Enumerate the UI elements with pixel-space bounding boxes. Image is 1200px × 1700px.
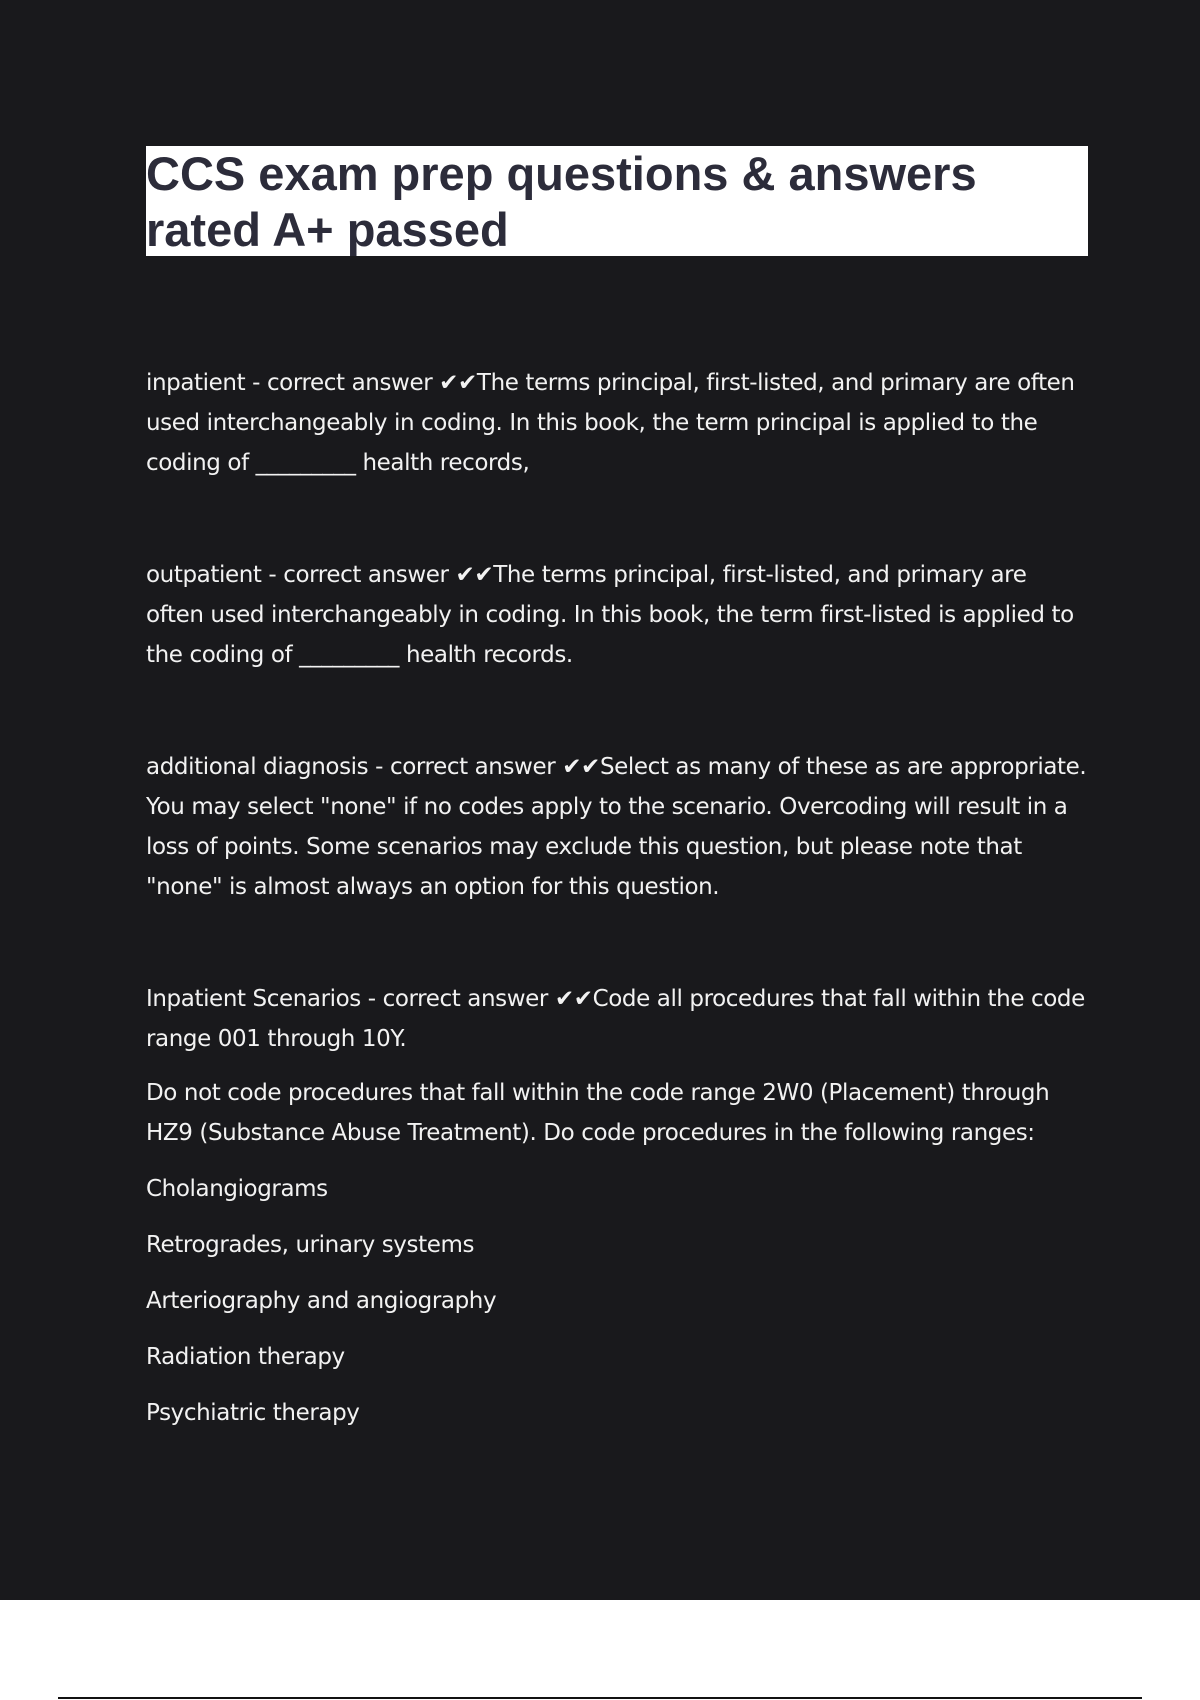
- qa-entry-inpatient-scenarios: [146, 979, 1088, 1059]
- qa-answer-text: Code all procedures that fall within the code range 001 through 10Y.: [146, 986, 1085, 1052]
- qa-separator: - correct answer: [360, 986, 555, 1012]
- qa-separator: - correct answer: [245, 370, 440, 396]
- next-page-divider: [58, 1697, 1142, 1699]
- qa-answer-text: Select as many of these as are appropriate. You may select "none" if no codes apply to the scenario. Overcoding will result in a loss of points. Some scenarios may exclude this question, but please note that "none" is almost always an option for this question.: [146, 754, 1087, 900]
- range-item: Cholangiograms: [146, 1176, 328, 1202]
- qa-answer-text: The terms principal, first-listed, and primary are often used interchangeably in coding. In this book, the term first-listed is applied to the coding of _________ health records.: [146, 562, 1074, 668]
- qa-term: outpatient: [146, 562, 262, 588]
- qa-entry-additional-diagnosis: [146, 747, 1088, 907]
- qa-separator: - correct answer: [261, 562, 456, 588]
- checkmark-icon: ✔✔: [455, 562, 494, 588]
- document-content: [146, 363, 1088, 1433]
- followup-paragraph: Do not code procedures that fall within the code range 2W0 (Placement) through HZ9 (Substance Abuse Treatment). Do code procedures in the following ranges:: [146, 1080, 1050, 1146]
- qa-entry-inpatient: [146, 363, 1088, 483]
- qa-answer-text: The terms principal, first-listed, and primary are often used interchangeably in coding. In this book, the term principal is applied to the coding of _________ health records,: [146, 370, 1075, 476]
- qa-term: Inpatient Scenarios: [146, 986, 361, 1012]
- qa-entry-outpatient: [146, 555, 1088, 675]
- range-item: Radiation therapy: [146, 1344, 345, 1370]
- checkmark-icon: ✔✔: [562, 754, 600, 780]
- title-box: [146, 146, 1088, 256]
- qa-separator: - correct answer: [368, 754, 563, 780]
- checkmark-icon: ✔✔: [439, 370, 477, 396]
- qa-term: inpatient: [146, 370, 246, 396]
- qa-term: additional diagnosis: [146, 754, 369, 780]
- checkmark-icon: ✔✔: [554, 986, 593, 1012]
- range-item: Arteriography and angiography: [146, 1288, 497, 1314]
- range-item: Retrogrades, urinary systems: [146, 1232, 475, 1258]
- range-item: Psychiatric therapy: [146, 1400, 360, 1426]
- document-title: CCS exam prep questions & answers rated A+ passed: [146, 147, 977, 256]
